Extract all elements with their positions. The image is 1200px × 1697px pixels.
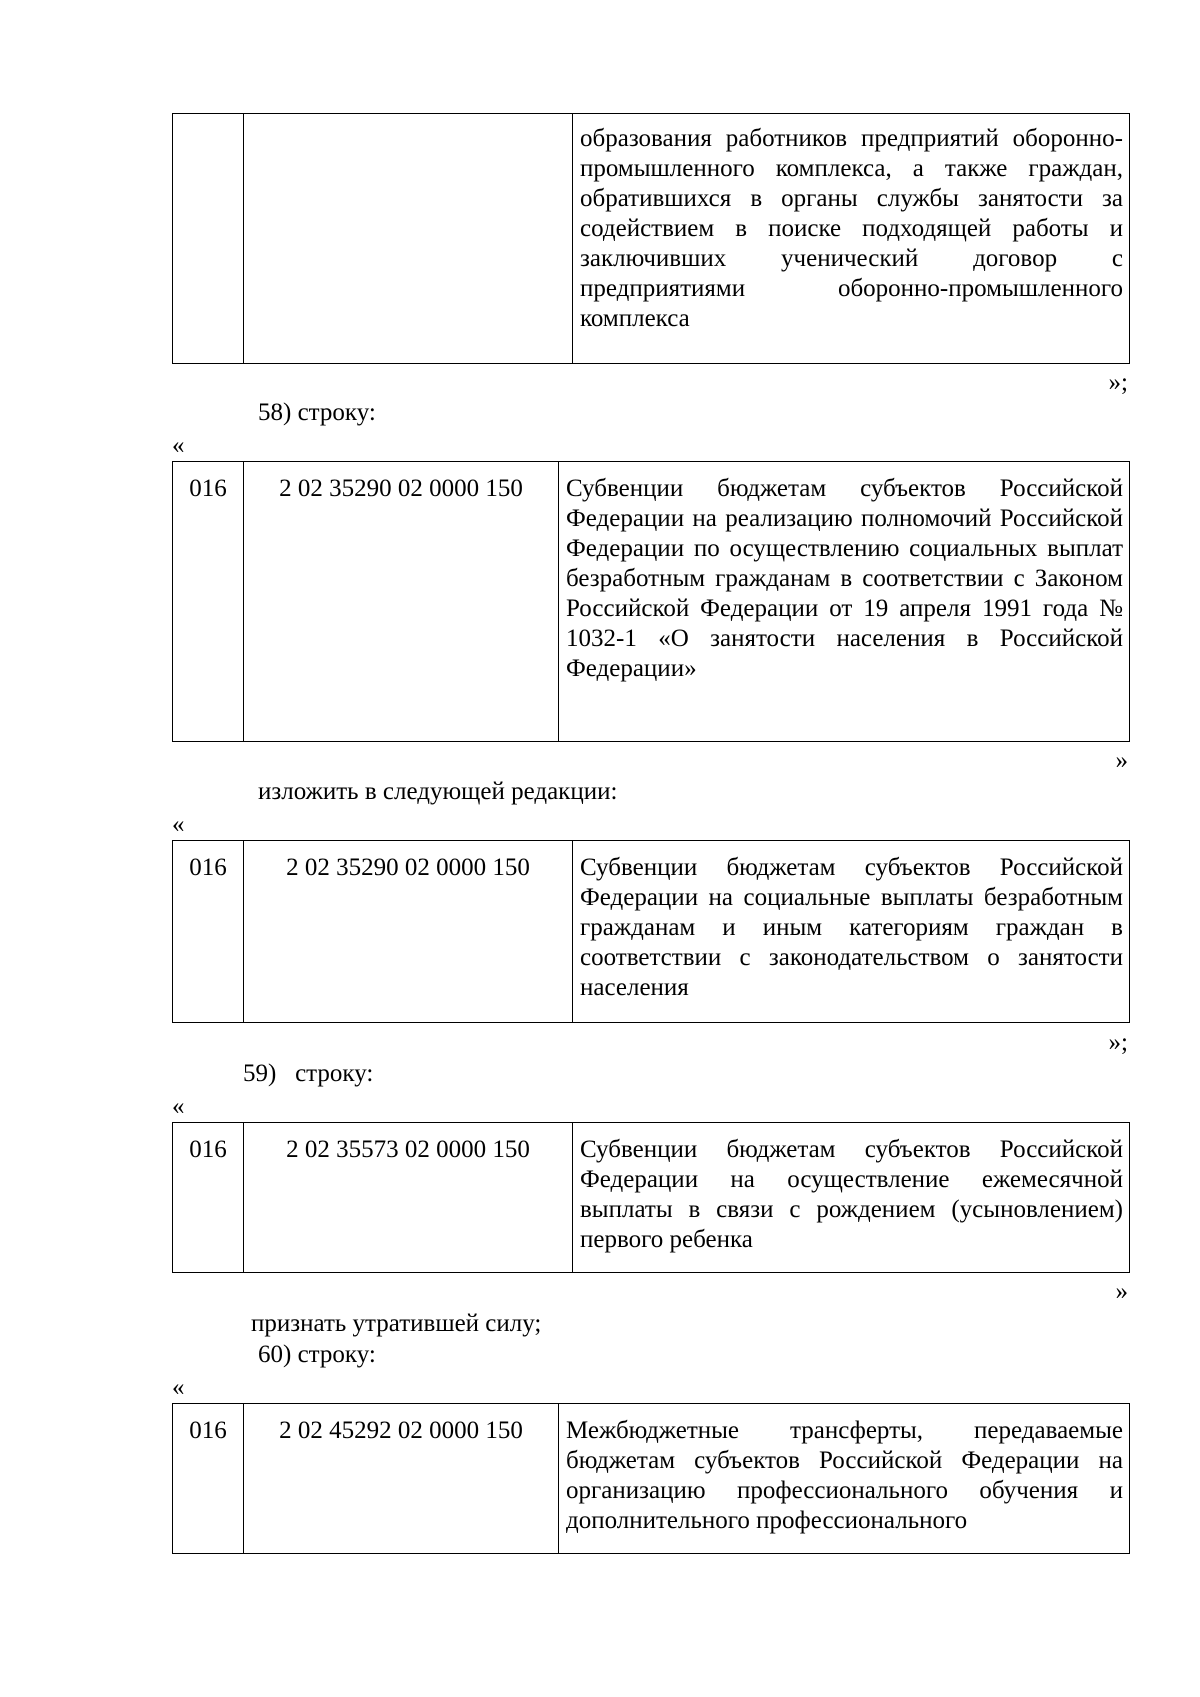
table-row <box>173 841 1130 1023</box>
description-cell: образования работников предприятий оборонно-промышленного комплекса, а также граждан, обратившихся в органы службы занятости за содействием в поиске подходящей работы и заключивших ученический договор с предприятиями оборонно-промышленного комплекса <box>573 114 1130 364</box>
closing-quote: » <box>1115 1278 1128 1305</box>
opening-quote: « <box>172 1093 185 1120</box>
budget-table-58-old <box>172 461 1130 742</box>
paragraph-item-60: 60) строку: <box>258 1341 376 1368</box>
admin-code-cell <box>173 114 244 364</box>
kbk-code-cell: 2 02 35290 02 0000 150 <box>244 841 573 1023</box>
closing-quote: »; <box>1108 369 1128 396</box>
table-row <box>173 114 1130 364</box>
table-row <box>173 462 1130 742</box>
opening-quote: « <box>172 432 185 459</box>
description-cell: Межбюджетные трансферты, передаваемые бюджетам субъектов Российской Федерации на организацию профессионального обучения и дополнительного профессионального <box>559 1404 1130 1554</box>
table-row <box>173 1123 1130 1273</box>
kbk-code-cell <box>244 114 573 364</box>
table-row <box>173 1404 1130 1554</box>
opening-quote: « <box>172 811 185 838</box>
description-cell: Субвенции бюджетам субъектов Российской Федерации на социальные выплаты безработным гражданам и иным категориям граждан в соответствии с законодательством о занятости населения <box>573 841 1130 1023</box>
opening-quote: « <box>172 1374 185 1401</box>
paragraph-item-59: 59) строку: <box>243 1060 374 1087</box>
closing-quote: » <box>1115 747 1128 774</box>
budget-table-58-new <box>172 840 1130 1023</box>
kbk-code-cell: 2 02 35290 02 0000 150 <box>244 462 559 742</box>
budget-table-60 <box>172 1403 1130 1554</box>
kbk-code-cell: 2 02 45292 02 0000 150 <box>244 1404 559 1554</box>
admin-code-cell: 016 <box>173 1404 244 1554</box>
closing-quote: »; <box>1108 1029 1128 1056</box>
admin-code-cell: 016 <box>173 1123 244 1273</box>
description-cell: Субвенции бюджетам субъектов Российской Федерации на осуществление ежемесячной выплаты в связи с рождением (усыновлением) первого ребенка <box>573 1123 1130 1273</box>
paragraph-repeal: признать утратившей силу; <box>251 1310 542 1337</box>
kbk-code-cell: 2 02 35573 02 0000 150 <box>244 1123 573 1273</box>
budget-table-continuation <box>172 113 1130 364</box>
admin-code-cell: 016 <box>173 841 244 1023</box>
admin-code-cell: 016 <box>173 462 244 742</box>
budget-table-59 <box>172 1122 1130 1273</box>
description-cell: Субвенции бюджетам субъектов Российской Федерации на реализацию полномочий Российской Федерации по осуществлению социальных выплат безработным гражданам в соответствии с Законом Российской Федерации от 19 апреля 1991 года № 1032-1 «О занятости населения в Российской Федерации» <box>559 462 1130 742</box>
paragraph-new-edition: изложить в следующей редакции: <box>258 778 618 805</box>
paragraph-item-58: 58) строку: <box>258 399 376 426</box>
